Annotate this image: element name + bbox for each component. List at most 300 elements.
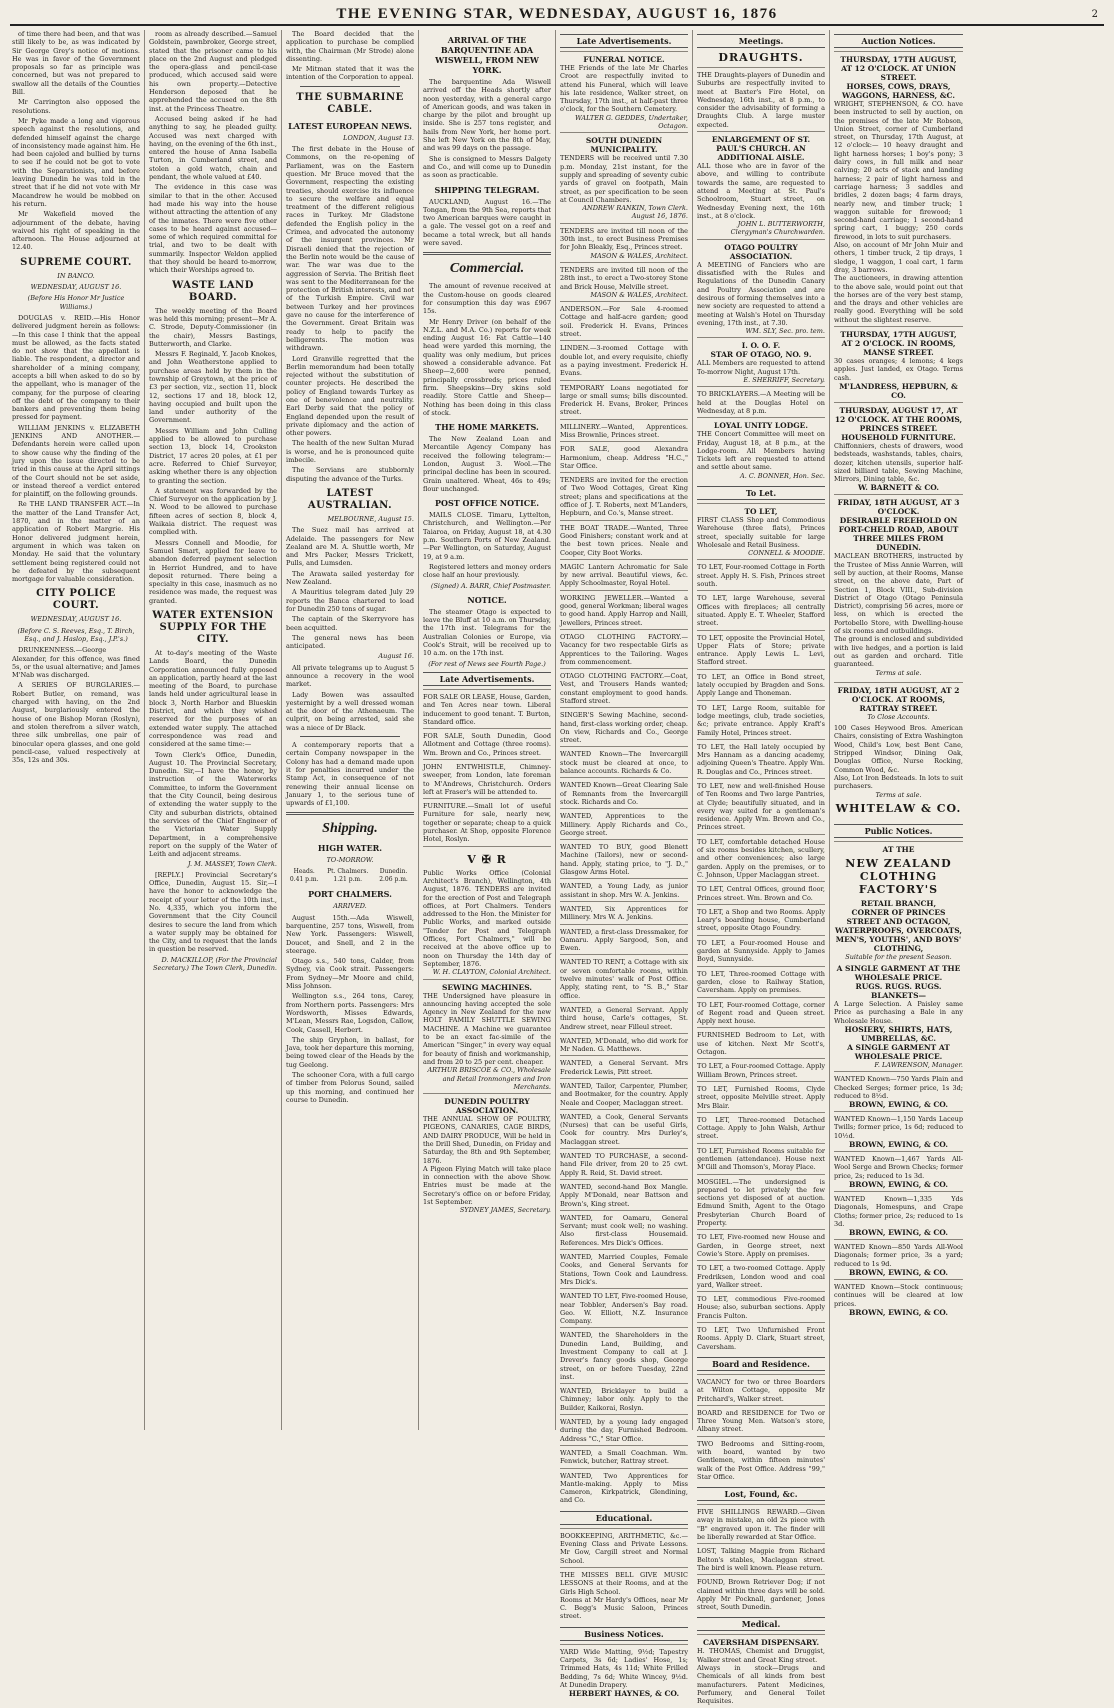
signature: WALTER G. GEDDES, Undertaker, Octagon. [575, 113, 688, 131]
article-text: Messrs William and John Culling applied to be allowed to purchase section 13, block 14, Crookston District, 17 acres 20 poles, at £1 per acre. Referred to Chief Surveyor, asking whether there is any objection to granting the section. [149, 426, 277, 485]
ad-text: ALL Members are requested to attend To-morrow Night, August 17th. [697, 359, 825, 376]
page-number: 2 [1091, 8, 1098, 20]
ad-text: The auctioneers, in drawing attention to the above sale, would point out that the horses are of the very best stamp, and the drays and other vehicles are really good. Everything will be sold without the slightest reserve. [834, 274, 963, 324]
dateline: August 16. [378, 652, 414, 661]
ad-text: WANTED Known—The Invercargill stock must be cleared at once, to balance accounts. Richards & Co. [560, 750, 688, 776]
advertisement [560, 520, 688, 559]
article-text: A statement was forwarded by the Chief Surveyor on the application by J. N. Wood to be allowed to purchase fifteen acres of section 8, block 4, Waikaia district. The request was complied with. [149, 486, 277, 537]
section-heading: WASTE LAND BOARD. [172, 279, 254, 303]
ad-heading: HORSES, COWS, DRAYS, WAGGONS, HARNESS, &C. [842, 82, 955, 100]
letter-text: [REPLY.] Provincial Secretary's Office, Dunedin, August 15. Sir,—I have the honor to acknowledge the receipt of your letter of the 10th inst., No. 4,335, which you inform the Government that the City Council desires to secure the land from which a water supply may be obtained for the City, and to request that the lands in question be reserved. [149, 870, 277, 954]
ad-text: TO LET, Large Room, suitable for lodge meetings, club, trade societies, &c; private entrance. Apply Kraft's Family Hotel, Princes street. [697, 703, 825, 737]
ad-text: FOUND, Brown Retriever Dog; if not claimed within three days will be sold. Apply Mr Pocknall, gardener, Jones street, South Dunedin. [697, 1578, 825, 1612]
signature: ANDREW RANKIN, Town Clerk. August 16, 1876. [582, 204, 688, 221]
article-text: Messrs F. Reginald, Y. Jacob Knokes, and John Weatherstone applied to purchase areas held by them in the township of Greytown, at the price of £3 per section, viz., section 11, block 12, sections 17 and 18, block 12, having occupied and built upon the land under authority of the Government. [149, 350, 277, 425]
ad-text: TO LET, large Warehouse, several Offices with fireplaces; all centrally situated. Apply E. T. Wheeler, Stafford street. [697, 594, 825, 628]
advertisement [560, 380, 688, 419]
signature: MASON & WALES, Architect. [590, 290, 688, 299]
advertisement [560, 1567, 688, 1623]
ad-heading: ENLARGEMENT OF ST. PAUL'S CHURCH. AN ADDITIONAL AISLE. [711, 135, 811, 163]
advertisement [423, 846, 551, 979]
ad-text: WANTED, second-hand Box Mangle. Apply M'Donald, near Battson and Brown's, King street. [560, 1182, 688, 1208]
royal-arms-emblem: V ✠ R [467, 852, 507, 866]
advertisement [560, 1210, 688, 1249]
ad-text: WANTED, a General Servant. Mrs Frederick Lewis, Pitt street. [560, 1059, 688, 1076]
signature: JOHN L. BUTTERWORTH, Clergyman's Churchwarden. [730, 220, 825, 237]
advertisement [423, 728, 551, 759]
advertisement [697, 935, 825, 966]
ad-text: TO LET, Two Unfurnished Front Rooms. Apply D. Clark, Stuart street, Caversham. [697, 1326, 825, 1351]
advertisement [697, 778, 825, 834]
article-text: Lord Granville regretted that the Berlin memorandum had been totally rejected without the substitution of counter projects. He described the policy of England towards Turkey as one of benevolence and neutrality. Earl Derby said that the policy of England depended upon the result of private diplomacy and the action of other powers. [286, 354, 414, 438]
advertisement [423, 759, 551, 798]
ad-text: TO LET, a two-roomed Cottage. Apply Fredriksen, London wood and coal yard, Walker street. [697, 1264, 825, 1289]
ad-text: WANTED, for Oamaru, General Servant; must cook well; no washing. Also first-class Housemaid. References. Mrs Dick's Offices. [560, 1213, 688, 1247]
ad-text: WANTED Known—850 Yards All-Wool Diagonals; former price, 3s a yard; reduced to 1s 9d. [834, 1243, 963, 1268]
ad-text: TENDERS are invited till noon of the 30th inst., to erect Business Premises for John Bleakly, Esq., Princes street. [560, 226, 688, 252]
advertisement [834, 494, 963, 681]
ad-text: VACANCY for two or three Boarders at Wilton Cottage, opposite Mr Pritchard's, Walker street. [697, 1377, 825, 1403]
signature: BROWN, EWING, & CO. [848, 1307, 949, 1317]
advertisement [560, 559, 688, 590]
article-text: The Servians are stubbornly disputing the advance of the Turks. [286, 466, 414, 483]
advertisement [697, 131, 825, 239]
article-text: The barquentine Ada Wiswell arrived off the Heads shortly after noon yesterday, with a general cargo of American goods, and was taken in charge by the pilot and brought up inside. She is 257 tons register, and hails from New York, her home port. She left New York on the 8th of May, and was 99 days on the passage. [423, 78, 551, 153]
ad-text: MAGIC Lantern Achromatic for Sale by new arrival. Beautiful views, &c. Apply Schoolmaster, Royal Hotel. [560, 562, 688, 588]
ad-text: TO LET, Furnished Rooms, Clyde street, opposite Melville street. Apply Mrs Blair. [697, 1084, 825, 1110]
article-text: A SERIES OF BURGLARIES.—Robert Butler, on remand, was charged with having, on the 2nd August, burglariously entered the house of one Bishop Moran (Roslyn), and stolen therefrom a silver watch, three silk umbrellas, one pair of binocular opera glasses, and one gold pencil-case, valued respectively at 35s, 12s and 30s. [12, 681, 140, 765]
advertisement [697, 1374, 825, 1405]
ad-text: Also, on account of Mr John Muir and others, 1 timber truck, 2 tip drays, 1 sledge, 1 waggon, 1 coal cart, 1 farm dray, 3 barrows. [834, 241, 963, 274]
ad-text: TO LET, Central Offices, ground floor, Princes street. Wm. Brown and Co. [697, 885, 825, 902]
advertisement [697, 1174, 825, 1230]
shipping-entry: The ship Gryphon, in ballast, for Java, took her departure this morning, being towed clear of the Heads by the tug Geelong. [286, 1035, 414, 1069]
terms-note: Terms at sale. [875, 790, 922, 799]
ad-text: TO LET, Four-roomed Cottage, corner of Regent road and Queen street. Apply next house. [697, 1000, 825, 1026]
advertisement [697, 503, 825, 559]
advertisement [560, 1002, 688, 1033]
article-text: Mr Wakefield moved the adjournment of the debate, having waived his right of speaking in the afternoon. The House adjourned at 12.40. [12, 210, 140, 252]
tide-table [286, 868, 414, 885]
tide-subheading: TO-MORROW. [326, 856, 374, 865]
ad-text: THE Draughts-players of Dunedin and Suburbs are respectfully invited to meet at Baxter's Fire Hotel, on Wednesday, 16th inst., at 8 p.m., to consider the advisability of forming a Draughts Club. A large muster expected. [697, 71, 825, 129]
ad-heading: STAR OF OTAGO, NO. 9. [710, 350, 812, 360]
ad-text: A MEETING of Fanciers who are dissatisfied with the Rules and Regulations of the Dunedin Canary and Poultry Association and are desirous of forming themselves into a new society are requested to attend a meeting at Walsh's Hotel on Thursday evening, 17th inst., at 7.30. [697, 260, 825, 327]
ad-text: WANTED Known—750 Yards Plain and Checked Serges; former price, 1s 3d; reduced to 8½d. [834, 1075, 963, 1100]
section-banner: Board and Residence. [697, 1357, 825, 1371]
ad-heading: HOSIERY, SHIRTS, HATS, UMBRELLAS, &C. [844, 1025, 953, 1043]
signature: J. M. MASSEY, Town Clerk. [187, 860, 277, 869]
continued-note: (For rest of News see Fourth Page.) [428, 659, 546, 668]
tide-heading: HIGH WATER. [317, 843, 383, 854]
section-heading: NOTICE. [467, 594, 507, 605]
advertisement [560, 839, 688, 878]
advertisement [560, 1109, 688, 1148]
ad-text: WANTED, Apprentices to the Millinery. Apply Richards and Co., George street. [560, 812, 688, 837]
advertisement [697, 881, 825, 904]
article-text: AUCKLAND, August 16.—The Tongan, from the 9th Sea, reports that two American barques were caught in a gale. The vessel got on a reef and became a total wreck, but all hands were saved. [423, 197, 551, 248]
ad-text: WORKING JEWELLER.—Wanted a good, general Workman; liberal wages to good hand. Apply Harrop and Naill, Jewellers, Princes street. [560, 593, 688, 627]
ad-heading: A SINGLE GARMENT AT WHOLESALE PRICE. [847, 1043, 950, 1061]
ad-heading: FRIDAY, 18TH AUGUST, AT 2 O'CLOCK. AT ROOMS, RATTRAY STREET. [837, 685, 960, 713]
article-text: The steamer Otago is expected to leave the Bluff at 10 a.m. on Thursday, the 17th inst. Telegrams for the Australian Colonies or Europe, via Cook's Strait, will be received up to 10 a.m. on the 17th inst. [423, 607, 551, 658]
section-heading: POST OFFICE NOTICE. [434, 498, 540, 509]
advertisement [697, 1436, 825, 1483]
ad-text: TWO Bedrooms and Sitting-room, with board, wanted by two Gentlemen, within fifteen minutes' walk of the Post Office. Address "99," Star Office. [697, 1439, 825, 1481]
advertisement [560, 262, 688, 301]
ad-text: TO LET, commodious Five-roomed House; also, suburban sections. Apply Francis Fulton. [697, 1295, 825, 1320]
advertisement [834, 51, 963, 326]
advertisement [834, 402, 963, 494]
article-text: All private telegrams up to August 5 announce a recovery in the wool market. [286, 663, 414, 689]
advertisement [697, 1260, 825, 1291]
ad-text: Always in stock—Drugs and Chemicals of all kinds from best manufacturers. Patent Medicines, Perfumery, and General Toilet Requisites. [697, 1664, 825, 1706]
ad-text: THE Concert Committee will meet on Friday, August 18, at 8 p.m., at the Lodge-room. All Members having Tickets left are requested to attend and settle about same. [697, 430, 825, 472]
ad-text: WANTED, Tailor, Carpenter, Plumber, and Bootmaker, for the country. Apply Neale and Cooper, Maclaggan street. [560, 1081, 688, 1107]
article-text: Mr Carrington also opposed the resolutions. [12, 98, 140, 115]
signature: BROWN, EWING, & CO. [848, 1100, 949, 1110]
advertisement [560, 924, 688, 955]
ad-text: FURNISHED Bedroom to Let, with use of kitchen. Next Mr Scott's, Octagon. [697, 1031, 825, 1057]
signature: WM. SLY, Sec. pro. tem. [745, 327, 825, 336]
terms-note: Terms at sale. [875, 668, 922, 677]
signature: M'LANDRESS, HEPBURN, & CO. [839, 381, 958, 400]
signature: D. MACKILLOP, (For the Provincial Secretary.) The Town Clerk, Dunedin. [153, 955, 277, 972]
ad-text: TO LET, an Office in Bond street, lately occupied by Bragden and Sons. Apply Lange and Thoneman. [697, 672, 825, 698]
advertisement [697, 559, 825, 590]
shipping-heading: Shipping. [322, 821, 378, 837]
advertisement [560, 1148, 688, 1179]
advertisement [834, 1239, 963, 1279]
ad-heading: OTAGO POULTRY ASSOCIATION. [724, 242, 798, 261]
ad-text: WANTED, a Cook, General Servants (Nurses) that can be useful Girls, Cook for country. Mrs Durley's, Maclaggan street. [560, 1112, 688, 1146]
divider [286, 812, 414, 815]
ad-text: WANTED, M'Donald, who did work for Mr Naden. G. Matthews. [560, 1036, 688, 1054]
article-text: room as already described.—Samuel Goldstein, pawnbroker, George street, stated that the prisoner came to his place on the 2nd August and pledged the opera-glass and pencil-case produced, which accused said were his own property.—Detective Henderson deposed that he apprehended the accused on the 8th inst. at the Princess Theatre. [149, 30, 277, 113]
ad-text: BOOKKEEPING, ARITHMETIC, &c.— Evening Class and Private Lessons. Mr Gow, Cargill street and Normal School. [560, 1531, 688, 1565]
section-banner: To Let. [697, 486, 825, 500]
ad-text: THE Undersigned have pleasure in announcing having accepted the sole Agency in New Zealand for the new HOLT FAMILY SHUTTLE SEWING MACHINE. A Machine we guarantee to be an exact fac-simile of the American "Singer," in every way equal for beauty of finish and workmanship, and from 20 to 25 per cent. cheaper. [423, 991, 551, 1066]
advertisement [560, 1249, 688, 1288]
tide-heads: Heads. 0.41 p.m. [289, 867, 319, 884]
ad-text: 30 cases oranges; 4 lemons; 4 kegs apples. Just landed, ex Otago. Terms cash. [834, 357, 963, 382]
ad-text: FIRST CLASS Shop and Commodious Warehouse (three flats), Princes street, specially suitable for large Wholesale and Retail Business. [697, 515, 825, 549]
ad-text: TO LET, a Four-roomed Cottage. Apply William Brown, Princes street. [697, 1062, 825, 1079]
ad-text: WANTED, by a young lady engaged during the day, Furnished Bedroom. Address "C.," Star Office. [560, 1418, 688, 1443]
ad-text: TO LET, Four-roomed Cottage in Forth street. Apply H. S. Fish, Princes street south. [697, 563, 825, 589]
ad-text: WANTED TO PURCHASE, a second-hand File driver, from 20 to 25 cwt. Apply R. Reid, St. David street. [560, 1152, 688, 1177]
section-banner: Medical. [697, 1617, 825, 1631]
ad-heading: TO LET, [744, 506, 778, 516]
ad-text: WANTED, a Small Coachman. Wm. Fenwick, butcher, Rattray street. [560, 1448, 688, 1466]
port-heading: PORT CHALMERS. [308, 889, 392, 900]
ad-text: Rooms at Mr Hardy's Offices, near Mr C. Begg's Music Saloon, Princes street. [560, 1595, 688, 1621]
ad-text: LOST, Talking Magpie from Richard Belton's stables, Maclaggan street. The bird is well known. Please return. [697, 1547, 825, 1572]
section-heading: SUPREME COURT. [20, 256, 132, 268]
ad-text: WANTED, the Shareholders in the Dunedin Land, Building, and Investment Company to call at J. Drever's fancy goods shop, George street, on or before Tuesday, 22nd inst. [560, 1331, 688, 1381]
ad-text: WRIGHT, STEPHENSON, & CO. have been instructed to sell by auction, on the premises of the late Mr Robson, Union Street, corner of Cumberland street, on Thursday, 17th August, at 12 o'clock:— 10 heavy draught and light harness horses; 1 boy's pony; 3 dairy cows, in full milk and near calving; 20 acts of stack and landing harness; 2 pair of light harness and carriage harness; 3 saddles and bridles, 2 dozen bags; 4 farm drays, nearly new, and timber truck; 1 waggon suitable for firewood; 1 second-hand carriage; 1 second-hand spring cart, 1 buggy; 250 cords firewood, in lots to suit purchasers. [834, 100, 963, 241]
tide-dunedin: Dunedin. 2.06 p.m. [379, 867, 408, 884]
advertisement [834, 1279, 963, 1319]
ad-text: ANDERSON.—For Sale 4-roomed Cottage and half-acre garden; good soil. Frederick H. Evans, Princes street. [560, 305, 688, 339]
advertisement [560, 1078, 688, 1109]
advertisement [560, 132, 688, 222]
signature: BROWN, EWING, & CO. [848, 1268, 949, 1278]
section-subheading: IN BANCO. [57, 271, 95, 280]
shipping-entry: The schooner Cora, with a full cargo of timber from Pelorus Sound, sailed up this morning, and continued her course to Dunedin. [286, 1070, 414, 1104]
ad-text: The ground is enclosed and subdivided with live hedges, and a portion is laid out as garden and orchard. Title guaranteed. [834, 635, 963, 669]
ad-heading: THURSDAY, 17TH AUGUST, AT 2 O'CLOCK. IN ROOMS, MANSE STREET. [840, 330, 957, 358]
ad-text: WANTED Known—Great Clearing Sale of Remnants from the Invercargill stock. Richards and Co. [560, 781, 688, 806]
ad-text: FOR SALE OR LEASE, House, Garden, and Ten Acres near town. Liberal inducement to good tenant. T. Burton, Standard office. [423, 692, 551, 726]
bench-note: (Before C. S. Reeves, Esq., T. Birch, Esq., and J. Haslop, Esq., J.P.'s.) [17, 626, 135, 643]
ad-subheading: To Close Accounts. [867, 712, 930, 721]
ad-text: FOR SALE, good Alexandra Harmonium, cheap. Address "H.C.," Star Office. [560, 445, 688, 470]
ad-text: WANTED, Six Apprentices for Millinery. Mrs W. A. Jenkins. [560, 904, 688, 922]
ad-text: WANTED, Married Couples, Female Cooks, and General Servants for Stations, Town Cook and Laundress. Mrs Dick's. [560, 1253, 688, 1286]
section-heading: LATEST AUSTRALIAN. [307, 487, 393, 511]
advertisement [560, 808, 688, 839]
divider [423, 252, 551, 255]
advertisement [560, 1644, 688, 1700]
advertisement [423, 1093, 551, 1217]
dateline: WEDNESDAY, AUGUST 16. [30, 615, 122, 624]
advertisement [697, 904, 825, 935]
ad-text: A Pigeon Flying Match will take place in connection with the above Show. Entries must be made at the Secretary's office on or before Friday, 1st September. [423, 1164, 551, 1207]
masthead-title: THE EVENING STAR, WEDNESDAY, AUGUST 16, 1876 [336, 5, 778, 22]
ad-text: SINGER'S Sewing Machine, second-hand, first-class working order, cheap. On view, Richards and Co., George street. [560, 711, 688, 745]
ad-text: H. THOMAS, Chemist and Druggist, Walker street and Great King street. [697, 1647, 825, 1664]
ad-heading: DESIRABLE FREEHOLD ON FORT-CHELD ROAD, ABOUT THREE MILES FROM DUNEDIN. [838, 516, 959, 553]
ad-text: THE Friends of the late Mr Charles Croot are respectfully invited to attend his Funeral, which will leave his late residence, Walker street, on Thursday, 17th inst., at half-past three o'clock, for the Southern Cemetery. [560, 64, 688, 114]
shipping-entry: Wellington s.s., 264 tons, Carey, from Northern ports. Passengers: Mrs Wordsworth, Misses Edwards, M'Lean, Messrs Rae, Logsdon, Callow, Cook, Cassell, Herbert. [286, 992, 414, 1034]
advertisement [834, 1111, 963, 1151]
signature: WHITELAW & CO. [835, 801, 962, 815]
advertisement [560, 1468, 688, 1507]
article-text: The evidence in this case was similar to that in the other. Accused had made his way into the house without attracting the attention of any of the inmates. There were five other cases to be heard against accused—some of which required committal for trial, and two to be dealt with summarily. Inspector Weldon applied that they should be heard to-morrow, which their Worships agreed to. [149, 183, 277, 275]
advertisement [697, 1027, 825, 1058]
advertisement [560, 1383, 688, 1414]
advertisement [697, 239, 825, 338]
advertisement [560, 51, 688, 132]
advertisement [697, 1058, 825, 1081]
section-banner: Educational. [560, 1511, 688, 1525]
ad-text: MOSGIEL.—The undersigned is prepared to let privately the few sections yet disposed of at auction. Edmund Smith, Agent to the Otago Presbyterian Church Board of Property. [697, 1177, 825, 1228]
advertisement [560, 878, 688, 901]
advertisement [560, 668, 688, 707]
advertisement [697, 966, 825, 997]
signature: F. LAWRENSON, Manager. [874, 1061, 963, 1069]
signature: A. C. BONNER, Hon. Sec. [740, 471, 825, 480]
ad-text: 100 Cases Heywood Bros. American Chairs, consisting of Extra Washington Wood, Child's Low, best Bent Cane, Stripped Windsor, Dining Oak, Douglas Office, Nurse Rocking, Common Wood, &c. [834, 724, 963, 774]
article-text: At to-day's meeting of the Waste Lands Board, the Dunedin Corporation announced fully opposed an application, partly heard at the last meeting of the Board, to purchase lands held under agricultural lease in block 3, North Harbor and Blueskin District, and which they wished reserved for the purposes of an extended water supply. The attached correspondence was read and considered at the same time:— [149, 649, 277, 749]
advertisement [697, 337, 825, 386]
ad-heading: DRAUGHTS. [718, 51, 804, 64]
ad-heading: THURSDAY, AUGUST 17, AT 12 O'CLOCK. AT THE ROOMS, PRINCES STREET. [834, 405, 963, 433]
column-7 [830, 30, 967, 1430]
advertisement [560, 1327, 688, 1383]
ad-text: TENDERS are invited till noon of the 28th inst., to erect a Two-storey Stone and Brick House, Melville street. [560, 265, 688, 291]
ad-heading: CORNER OF PRINCES STREET AND OCTAGON, [846, 907, 951, 926]
article-text: MAILS CLOSE. Timaru, Lyttelton, Christchurch, and Wellington.—Per Taiaroa, on Friday, August 18, at 4.30 p.m. Southern Ports of New Zealand.—Per Wellington, on Saturday, August 19, at 9 a.m. [423, 511, 551, 561]
ad-text: WANTED Known—1,335 Yds Diagonals, Homespuns, and Crape Cloths; former price, 2s; reduced to 1s 3d. [834, 1194, 963, 1228]
section-banner: Meetings. [697, 34, 825, 48]
ad-text: TENDERS are invited for the erection of Two Wood Cottages, Great King street; plans and specifications at the office of J. T. Roberts, next M'Landers, Hepburn, and Co.'s, Manse street. [560, 476, 688, 518]
advertisement [834, 1151, 963, 1191]
column-5 [556, 30, 693, 1699]
section-banner: Late Advertisements. [423, 672, 551, 686]
shipping-entry: August 15th.—Ada Wiswell, barquentine, 257 tons, Wiswell, from New York. Passengers: Wiswell, Doucet, and Snell, and 2 in the steerage. [286, 913, 414, 955]
ad-text: MACLEAN BROTHERS, instructed by the Trustee of Miss Annie Warren, will sell by auction, at their Rooms, Manse street, on the above date, Part of Section 1, Block VIII., Sub-division District of Otago (Otago Peninsula District), comprising 56 acres, more or less, on which is erected the Portobello Store, with Dwelling-house of six rooms and outbuildings. [834, 552, 963, 636]
ad-text: WANTED TO LET, Five-roomed House, near Tobbler, Andersen's Bay road. Geo. W. Elliott, N.Z. Insurance Company. [560, 1292, 688, 1326]
ad-text: TO LET, the Hall lately occupied by Mrs Hannam as a dancing academy, adjoining Queen's Theatre. Apply Wm. R. Douglas and Co., Princes street. [697, 742, 825, 776]
signature: E. SHERRIFF, Secretary. [743, 376, 825, 385]
ad-heading: BLANKETS— [870, 991, 927, 1001]
advertisement [423, 979, 551, 1094]
ad-text: WANTED Known—1,467 Yards All-Wool Serge and Brown Checks; former price, 2s; reduced to 1s 3d. [834, 1155, 963, 1180]
advertisement [560, 223, 688, 262]
ad-text: TO LET, a Shop and two Rooms. Apply Leary's boarding house, Cumberland street, opposite Otago Foundry. [697, 907, 825, 933]
advertisement [697, 1634, 825, 1707]
ad-heading: THURSDAY, 17TH AUGUST, AT 12 O'CLOCK. AT UNION STREET. [840, 55, 957, 82]
section-heading: CITY POLICE COURT. [36, 588, 116, 612]
article-text: The weekly meeting of the Board was held this morning; present—Mr A. C. Strode, Deputy-Commissioner (in the chair), Messrs Bastings, Butterworth, and Clarke. [149, 306, 277, 348]
ad-text: THE ANNUAL SHOW OF POULTRY, PIGEONS, CANARIES, CAGE BIRDS, AND DAIRY PRODUCE, Will be held in the Drill Shed, Dunedin, on Friday and Saturday, the 8th and 9th September, 1876. [423, 1115, 551, 1165]
section-heading: THE SUBMARINE CABLE. [296, 91, 404, 115]
advertisement [697, 590, 825, 629]
advertisement [560, 1445, 688, 1468]
ad-text: WANTED, a Young Lady, as junior assistant in shop. Mrs W. A. Jenkins. [560, 882, 688, 899]
ad-text: TO LET, comfortable detached House of six rooms besides kitchen, scullery, and other conveniences; also large garden. Apply on the premises, or to C. Johnson, Upper Maclaggan street. [697, 837, 825, 879]
dateline: MELBOURNE, August 15. [327, 514, 414, 523]
advertisement [697, 386, 825, 417]
ad-text: FOR SALE, South Dunedin, Good Allotment and Cottage (three rooms). Wm. Brown and Co., Princes street. [423, 732, 551, 757]
ad-heading: NEW ZEALAND CLOTHING FACTORY'S [845, 856, 952, 896]
ad-subheading: Suitable for the present Season. [845, 952, 952, 961]
ad-text: WANTED, a first-class Dressmaker, for Oamaru. Apply Sargood, Son, and Ewen. [560, 927, 688, 953]
section-banner: Late Advertisements. [560, 34, 688, 48]
ad-heading: DUNEDIN POULTRY ASSOCIATION. [444, 1097, 530, 1116]
advertisement [697, 1081, 825, 1112]
article-text: The captain of the Skerryvore has been acquitted. [286, 615, 414, 632]
column-6 [693, 30, 830, 1706]
column-1 [8, 30, 145, 1430]
advertisement [560, 1055, 688, 1078]
ad-text: THE MISSES BELL GIVE MUSIC LESSONS at their Rooms, and at the Girls High School. [560, 1570, 688, 1596]
advertisement [834, 1191, 963, 1239]
divider [300, 86, 400, 87]
advertisement [560, 340, 688, 379]
advertisement [423, 798, 551, 845]
advertisement [560, 901, 688, 924]
advertisement [560, 1414, 688, 1445]
ad-text: WANTED Known—1,150 Yards Laceup Twills; former price, 1s 6d; reduced to 10½d. [834, 1115, 963, 1140]
advertisement [697, 1504, 825, 1543]
ad-text: TO LET, opposite the Provincial Hotel, Upper Flats of Store; private entrance. Apply Lewis L. Levi, Stafford street. [697, 633, 825, 667]
ad-text: FIVE SHILLINGS REWARD.—Given away in mistake, an old 2s piece with "B" engraved upon it. The finder will be liberally rewarded at Star Office. [697, 1508, 825, 1542]
article-text: Registered letters and money orders close half an hour previously. [423, 562, 551, 580]
article-text: The first debate in the House of Commons, on the re-opening of Parliament, was on the Eastern question. Mr Bruce moved that the Government, respecting the existing treaties, should exercise its influence to secure the welfare and equal treatment of the different religious races in Turkey. Mr Gladstone defended the English policy in the Crimea, and advocated the autonomy of the insurgent provinces. Mr Disraeli denied that the rejection of the Berlin note would be the cause of war. The war was due to the aggression of Servia. The British fleet was sent to the Mediterranean for the protection of British interests, and not of the Turkish Empire. Civil war between Turkey and her provinces gave no cause for the interference of the Government. Great Britain was ready to help to pacify the belligerents. The motion was withdrawn. [286, 145, 414, 353]
article-text: Mr Henry Driver (on behalf of the N.Z.L. and M.A. Co.) reports for week ending August 16: Fat Cattle—140 head were yarded this morning, the quality was only medium, but prices showed a considerable advance. Fat Sheep—2,600 were penned, principally crossbreds; prices ruled firm. Sheepskins—Dry skins sold readily. Store Cattle and Sheep—Nothing has been doing in this class of stock. [423, 317, 551, 417]
advertisement [560, 707, 688, 746]
ad-heading: FUNERAL NOTICE. [583, 55, 665, 64]
ad-text: OTAGO CLOTHING FACTORY.—Coat, Vest, and Trousers Hands wanted; constant employment to good hands. Stafford street. [560, 672, 688, 705]
ad-text: TO LET, Five-roomed new House and Garden, in George street, next Cowie's Store. Apply on premises. [697, 1233, 825, 1258]
column-4 [419, 30, 556, 1430]
article-text: Accused being asked if he had anything to say, he pleaded guilty. Accused was next charged with having, on the evening of the 6th inst., entered the house of Anna Isabella Turton, in Cumberland street, and stolen a gold watch, chain and pendant, the whole valued at £40. [149, 114, 277, 182]
signature: SYDNEY JAMES, Secretary. [459, 1206, 551, 1215]
ad-text: JOHN ENTWHISTLE, Chimney-sweeper, from London, late foreman to M'Andrews, Christchurch. Orders left at Fraser's will be attended to. [423, 763, 551, 796]
advertisement [697, 1574, 825, 1613]
ad-heading: SEWING MACHINES. [442, 982, 532, 992]
ad-text: Public Works Office (Colonial Architect's Branch), Wellington, 4th August, 1876. TENDERS are invited for the erection of Post and Telegraph offices, at Port Chalmers. Tenders addressed to the Hon. the Minister for Public Works, and marked outside "Tender for Post and Telegraph Offices, Port Chalmers," will be received at the above office up to noon on Thursday the 14th day of September, 1876. [423, 868, 551, 968]
arrived-heading: ARRIVED. [333, 902, 367, 911]
article-text: WILLIAM JENKINS v. ELIZABETH JENKINS AND ANOTHER.—Defendants herein were called upon to show cause why the finding of the jury upon the issue directed to be tried in this cause at the April sittings of the Court should not be set aside, or instead thereof a verdict entered for plaintiff, on the following grounds. [12, 423, 140, 499]
dateline: WEDNESDAY, AUGUST 16. [30, 283, 122, 292]
ad-text: OTAGO CLOTHING FACTORY.—Vacancy for two respectable Girls as Apprentices to the Tailoring. Wages from commencement. [560, 632, 688, 666]
advertisement [697, 1405, 825, 1436]
shipping-entry: Otago s.s., 540 tons, Calder, from Sydney, via Cook strait. Passengers: From Sydney—Mr Moore and child, Miss Johnson. [286, 957, 414, 991]
columns [8, 30, 1106, 1706]
masthead [10, 4, 1104, 26]
advertisement [697, 700, 825, 739]
letter-text: Town Clerk's Office, Dunedin, August 10. The Provincial Secretary, Dunedin. Sir,—I have the honor, by instruction of the Waterworks Committee, to inform the Government that the City Council, being desirous of extending the water supply to the City and suburban districts, obtained the services of the Chief Engineer of the Victorian Water Supply Department, in a comprehensive report on the supply of the Water of Leith and adjacent streams. [149, 750, 277, 859]
article-text: A Mauritius telegram dated July 29 reports the Banca chartered to load for Dunedin 250 tons of sugar. [286, 588, 414, 613]
advertisement [697, 67, 825, 131]
section-heading: WATER EXTENSION SUPPLY FOR THE CITY. [152, 610, 274, 645]
section-subheading: LATEST EUROPEAN NEWS. [288, 120, 412, 131]
advertisement [697, 1322, 825, 1353]
signature: CONNELL & MOODIE. [748, 549, 825, 558]
ad-text: FURNITURE.—Small lot of useful Furniture for sale, nearly new, together or separate; cheap to a quick purchaser. At Shop, opposite Florence Hotel, Roslyn. [423, 802, 551, 844]
advertisement [697, 1543, 825, 1574]
advertisement [560, 1528, 688, 1567]
ad-heading: HOUSEHOLD FURNITURE. [841, 432, 956, 442]
section-heading: ARRIVAL OF THE BARQUENTINE ADA WISWELL, FROM NEW YORK. [435, 35, 539, 75]
section-banner: Public Notices. [834, 824, 963, 838]
column-2 [145, 30, 282, 1430]
article-text: Mr Pyke made a long and vigorous speech against the resolutions, and defended himself against the charge of inconsistency made against him. He had been cajoled and bullied by turns to see if he could not be got to vote with the Separationists, and before leaving Dunedin he was told in the street that if he did not vote with Mr Macandrew he would be mobbed on his return. [12, 116, 140, 208]
advertisement [697, 669, 825, 700]
section-heading: SHIPPING TELEGRAM. [434, 184, 540, 195]
ad-heading: FRIDAY, 18TH AUGUST, AT 3 O'CLOCK. [837, 498, 960, 517]
divider [300, 736, 400, 737]
ad-text: TO LET, Three-roomed Cottage with garden, close to Railway Station, Caversham. Apply on premises. [697, 969, 825, 995]
advertisement [697, 739, 825, 778]
ad-text: TENDERS will be received until 7.30 p.m. Monday, 21st instant, for the supply and spreading of seventy cubic yards of gravel on footpath, Main street, as per specification to be seen at Council Chambers. [560, 154, 688, 204]
ad-text: TEMPORARY Loans negotiated for large or small sums; bills discounted. Frederick H. Evans, Broker, Princes street. [560, 383, 688, 417]
ad-text: TO LET, new and well-finished House of Ten Rooms and Two large Pantries, at Clyde; beautifully situated, and in every way suited for a gentleman's residence. Apply Wm. Brown and Co., Princes street. [697, 782, 825, 832]
advertisement [834, 841, 963, 1071]
ad-text: ALL those who are in favor of the above, and willing to contribute towards the same, are requested to attend a Meeting at St. Paul's Schoolroom, Stuart street, on Wednesday Evening next, the 16th inst., at 8 o'clock. [697, 162, 825, 220]
commercial-heading: Commercial. [449, 261, 525, 277]
article-text: Messrs Connell and Moodie, for Samuel Smart, applied for leave to abandon deferred payment selection in Herriot Hundred, and to have deposit returned. There being a specialty in this case, inasmuch as no residence was made, the request was granted. [149, 538, 277, 605]
column-3 [282, 30, 419, 1430]
ad-text: Chiffonniers, chests of drawers, wood bedsteads, washstands, tables, chairs, dozer, kitchen utensils, superior half-sized billiard table, Sewing Machine, Mirrors, Dining table, &c. [834, 441, 963, 484]
advertisement [697, 1112, 825, 1143]
article-text: DRUNKENNESS.—George Alexander, for this offence, was fined 5s, or the usual alternative; and James M'Nab was discharged. [12, 646, 140, 680]
article-text: Mr Mitman stated that it was the intention of the Corporation to appeal. [286, 65, 414, 82]
advertisement [834, 682, 963, 820]
advertisement [560, 954, 688, 1001]
section-banner: Business Notices. [560, 1627, 688, 1641]
ad-heading: RETAIL BRANCH, [860, 898, 937, 908]
signature: W. BARNETT & CO. [857, 483, 939, 493]
article-text: The Arawata sailed yesterday for New Zealand. [286, 569, 414, 587]
advertisement [560, 441, 688, 472]
advertisement [697, 417, 825, 482]
article-text: Re THE LAND TRANSFER ACT.—In the matter of the Land Transfer Act, 1870, and in the matter of an application of Robert Margrie. His Honor delivered judgment herein, argument in which was taken on Monday. He said that the voluntary settlement being registered could not be defeated by the subsequent mortgage for valuable consideration. [12, 500, 140, 584]
